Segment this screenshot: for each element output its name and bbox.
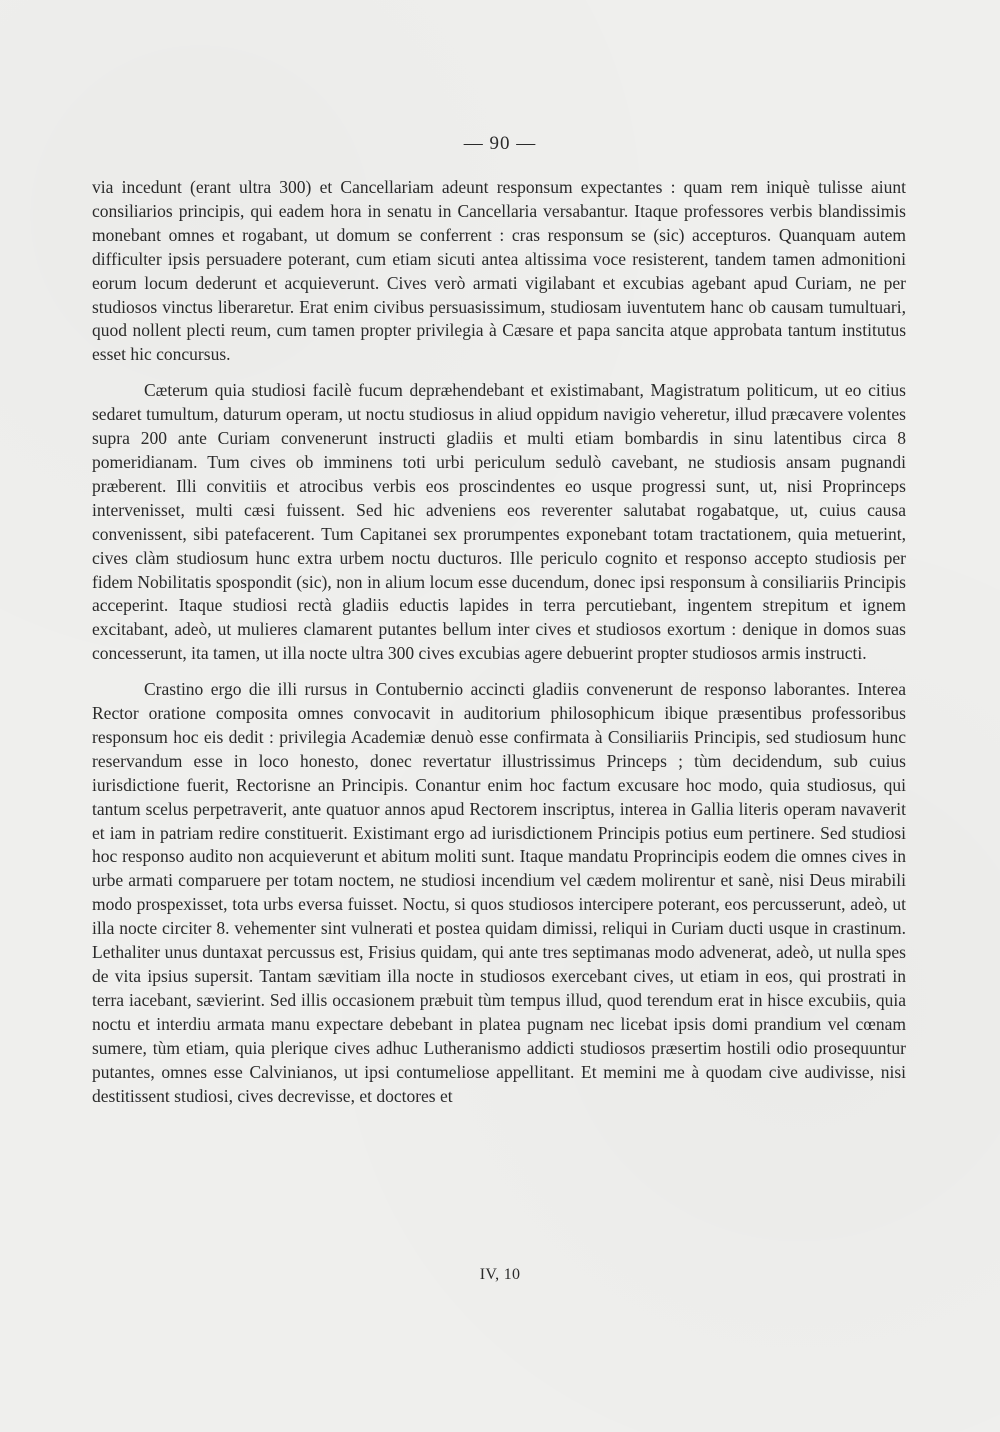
- body-text: [92, 176, 906, 1108]
- paragraph-2: Cæterum quia studiosi facilè fucum depræhendebant et existimabant, Magistratum politicum, ut eo citius sedaret tumultum, daturum operam, ut noctu studiosus in aliud oppidum navigio veheretur, illud præcavere volentes supra 200 ante Curiam convenerunt instructi gladiis et multi etiam bombardis in sinu latentibus circa 8 pomeridianam. Tum cives ob imminens toti urbi periculum sedulò cavebant, ne studiosis ansam pugnandi præberent. Illi convitiis et atrocibus verbis eos proscindentes eo usque progressi sunt, ut, nisi Proprinceps intervenisset, multi cæsi fuissent. Sed hic adveniens eos reverenter salutabat rogabatque, ut, cuius causa convenissent, sibi patefacerent. Tum Capitanei sex prorumpentes exponebant totam tractationem, quia metuerint, cives clàm studiosum hunc extra urbem noctu ducturos. Ille periculo cognito et responso accepto studiosis per fidem Nobilitatis spospondit (sic), non in alium locum esse ducendum, donec ipsi responsum à consiliariis Principis acceperint. Itaque studiosi rectà gladiis eductis lapides in terra percutiebant, ingentem strepitum et ignem excitabant, adeò, ut mulieres clamarent putantes bellum inter cives et studiosos exortum : denique in domos suas concesserunt, ita tamen, ut illa nocte ultra 300 cives excubias agere debuerint propter studiosos armis instructi.: [92, 380, 906, 664]
- signature-mark: IV, 10: [479, 1266, 521, 1283]
- paragraph-1: via incedunt (erant ultra 300) et Cancellariam adeunt responsum expectantes : quam rem iniquè tulisse aiunt consiliarios principis, qui eadem hora in senatu in Cancellaria versabantur. Itaque professores verbis blandissimis monebant omnes et rogabant, ut domum se conferrent : cras responsum se (sic) accepturos. Quanquam autem difficulter ipsis persuadere poterant, cum etiam sicuti antea altissima voce resisterent, tandem tamen admonitioni eorum locum dederunt et acquieverunt. Cives verò armati vigilabant et excubias agebant apud Curiam, ne per studiosos vinctus liberaretur. Erat enim civibus persuasissimum, studiosam iuventutem hanc ob causam tumultuari, quod nollent plecti reum, cum tamen propter privilegia à Cæsare et papa sancita atque approbata tantum institutus esset hic concursus.: [92, 177, 906, 365]
- paragraph-3: Crastino ergo die illi rursus in Contubernio accincti gladiis convenerunt de responso laborantes. Interea Rector oratione composita omnes convocavit in auditorium philosophicum ibique præsentibus professoribus responsum hoc eis dedit : privilegia Academiæ denuò esse confirmata à Consiliariis Principis, sed studiosum hunc reservandum esse in loco honesto, donec revertatur illustrissimus Princeps ; tùm decidendum, sub cuius iurisdictione fuerit, Rectorisne an Principis. Conantur enim hoc factum excusare hoc modo, quia studiosus, qui tantum scelus perpetraverit, ante quatuor annos apud Rectorem inscriptus, interea in Gallia literis operam navaverit et iam in patriam redire constituerit. Existimant ergo ad iurisdictionem Principis potius eum pertinere. Sed studiosi hoc responso audito non acquieverunt et abitum moliti sunt. Itaque mandatu Proprincipis eodem die omnes cives in urbe armati comparuere per totam noctem, ne studiosi incendium vel cædem molirentur et sanè, nisi Deus mirabili modo prospexisset, tota urbs eversa fuisset. Noctu, si quos studiosos intercipere poterant, eos percusserunt, adeò, ut illa nocte circiter 8. vehementer sint vulnerati et postea quidam dimissi, reliqui in Curiam ducti usque in crastinum. Lethaliter unus duntaxat percussus est, Frisius quidam, qui ante tres septimanas modo advenerat, adeò, ut nulla spes de vita ipsius supersit. Tantam sævitiam illa nocte in studiosos exercebant cives, ut etiam in eos, qui prostrati in terra iacebant, sævierint. Sed illis occasionem præbuit tùm tempus illud, quod terendum erat in hisce excubiis, quia noctu et interdiu armata manu expectare debebant in platea pugnam nec licebat ipsis domi prandium vel cœnam sumere, tùm etiam, quia plerique cives adhuc Lutheranismo addicti studiosos præsertim hostili odio prosequuntur putantes, omnes esse Calvinianos, ut ipsi contumeliose appellitant. Et memini me à quodam cive audivisse, nisi destitissent studiosi, cives decrevisse, et doctores et: [92, 679, 906, 1106]
- page-number: — 90 —: [463, 133, 537, 154]
